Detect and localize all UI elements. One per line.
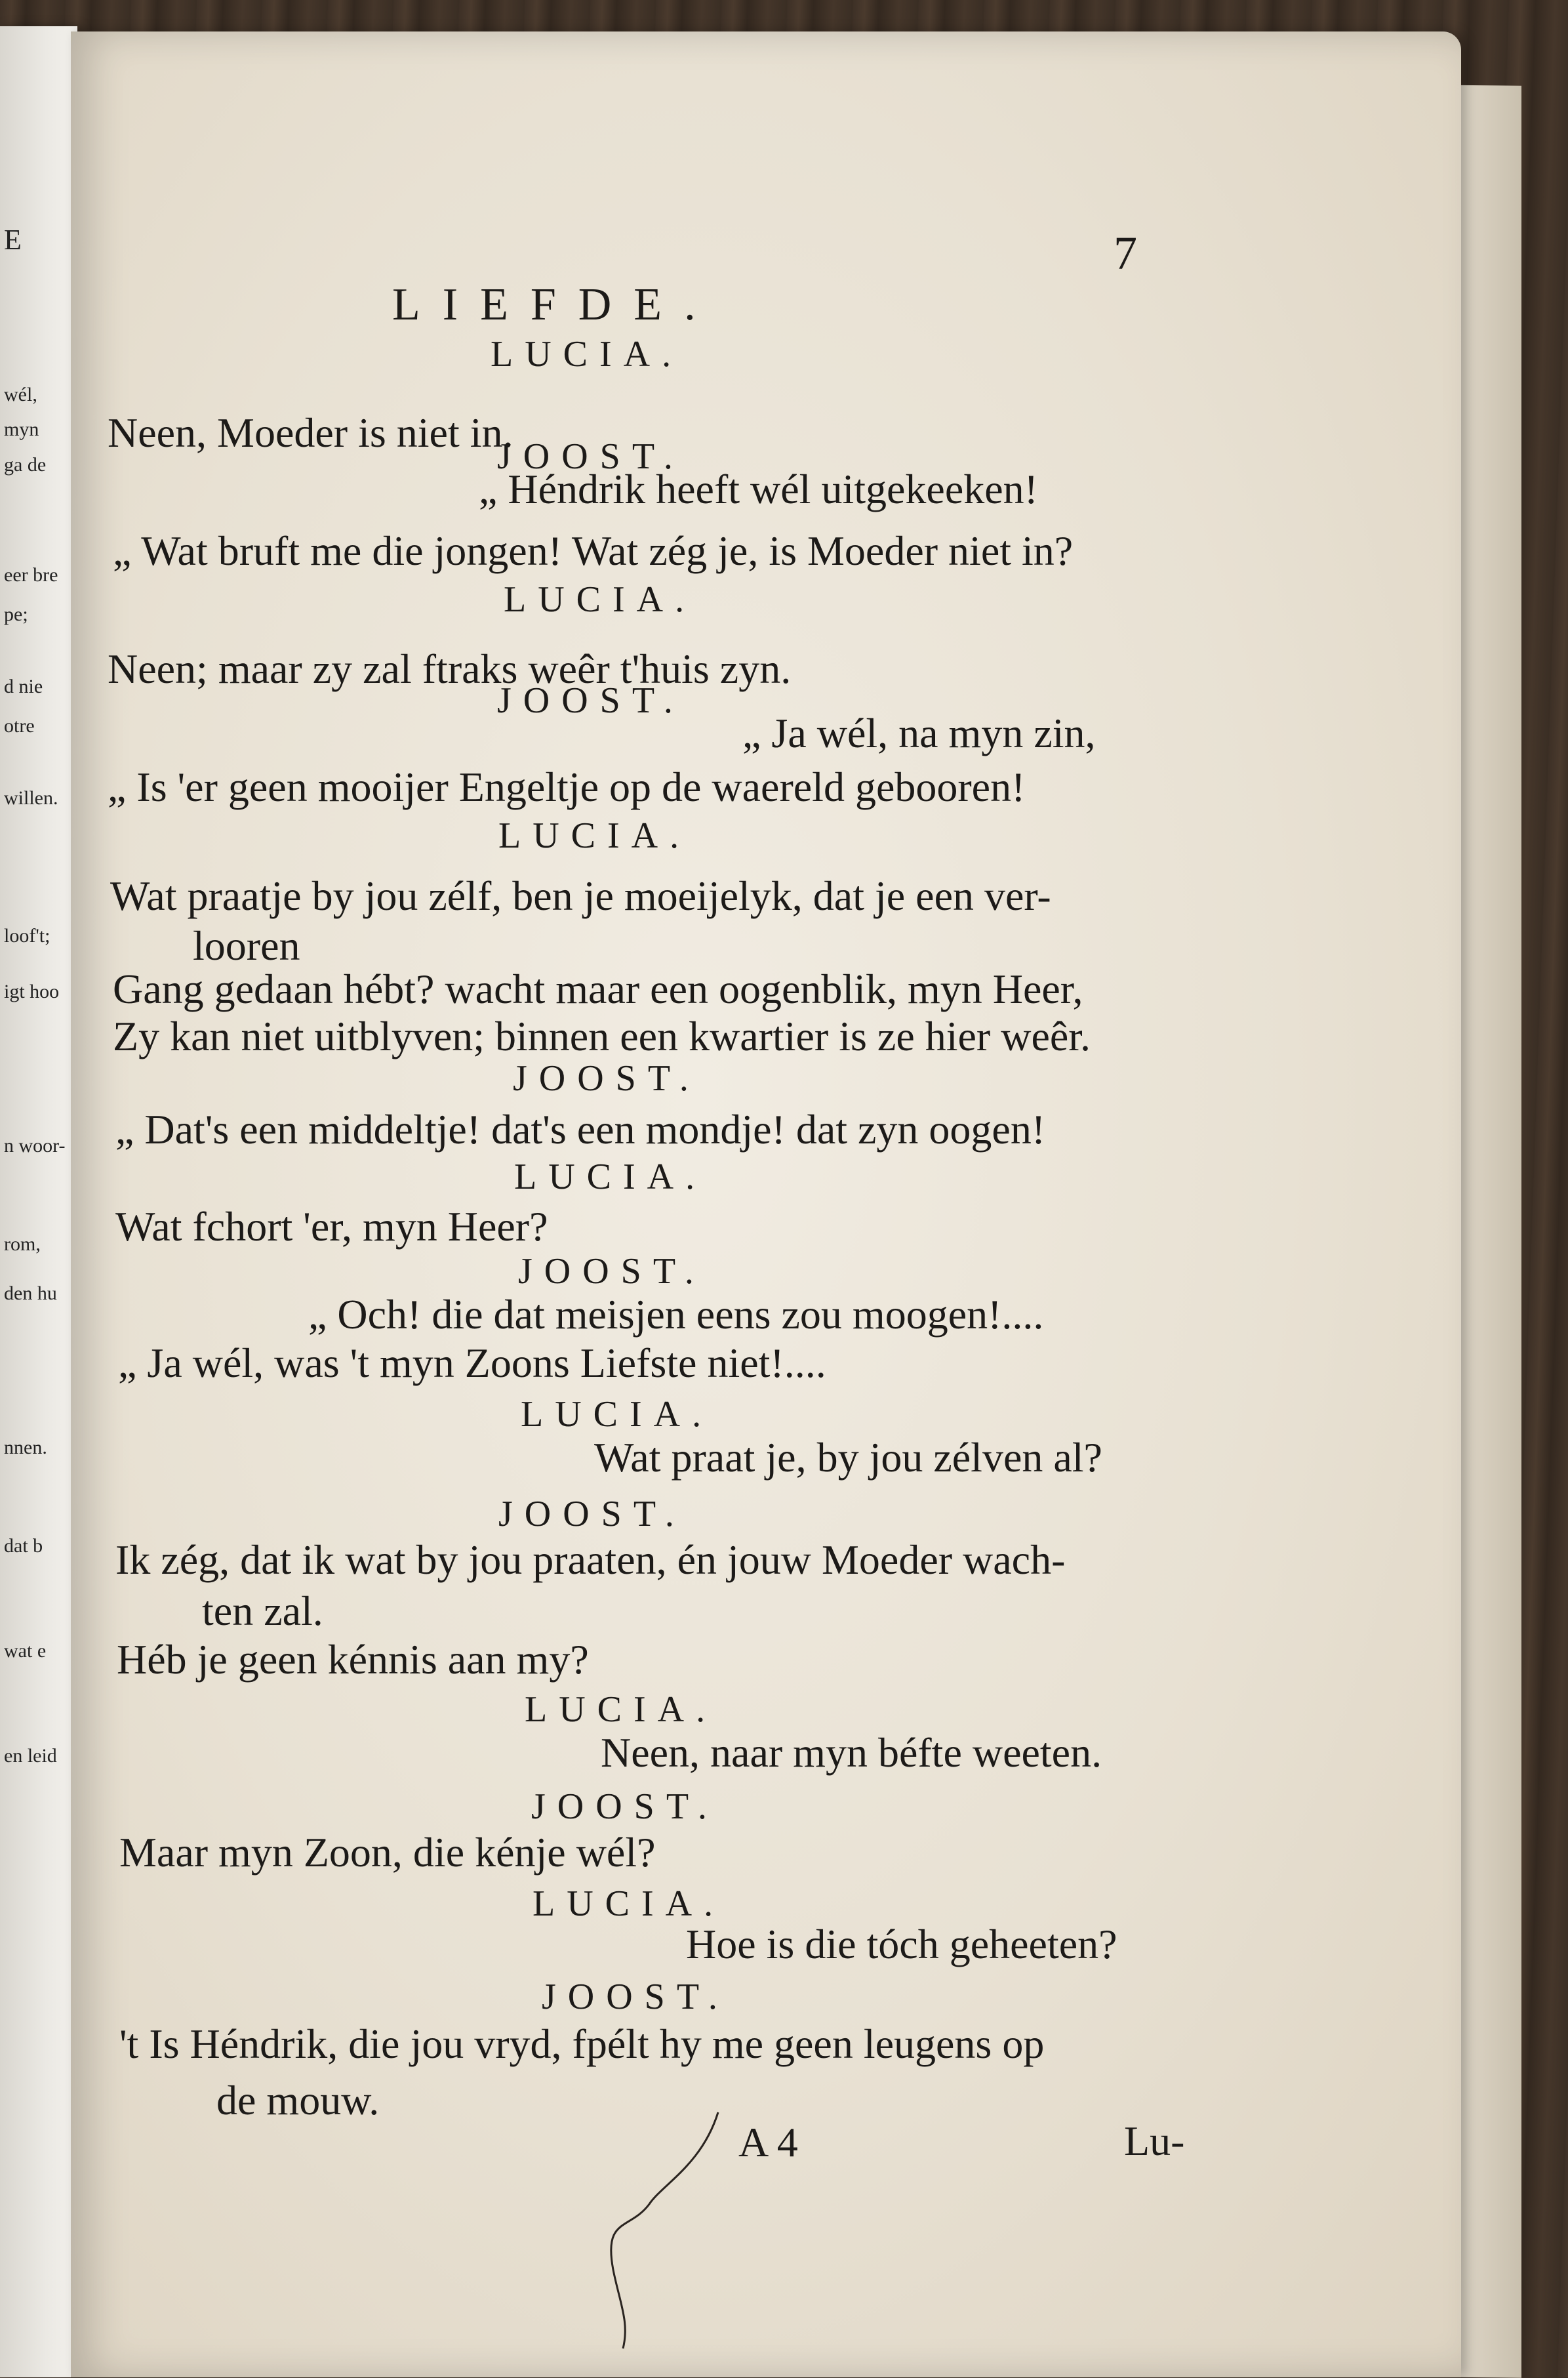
text-line: „ Ja wél, na myn zin,	[742, 710, 1096, 756]
text-line: Ik zég, dat ik wat by jou praaten, én jouw Moeder wach-	[115, 1536, 1066, 1583]
catchword: Lu-	[1124, 2118, 1185, 2164]
speaker-label: JOOST.	[497, 680, 685, 721]
text-line: Maar myn Zoon, die kénje wél?	[119, 1829, 656, 1876]
text-line: „ Och! die dat meisjen eens zou moogen!....	[308, 1291, 1044, 1338]
speaker-label: JOOST.	[531, 1786, 719, 1827]
text-line: „ Héndrik heeft wél uitgekeeken!	[479, 466, 1038, 512]
text-line: Neen, Moeder is niet in.	[108, 409, 513, 456]
left-page-fragment: eer bre	[4, 564, 58, 586]
text-line: Zy kan niet uitblyven; binnen een kwartier is ze hier weêr.	[113, 1013, 1091, 1059]
left-page-fragment: willen.	[4, 787, 58, 809]
speaker-label: JOOST.	[497, 436, 685, 477]
left-page-fragment: n woor-	[4, 1135, 66, 1157]
speaker-label: LUCIA.	[533, 1883, 725, 1924]
running-title: LIEFDE.	[392, 279, 718, 330]
text-line: looren	[193, 922, 300, 969]
text-line: de mouw.	[216, 2077, 380, 2123]
text-line: Wat fchort 'er, myn Heer?	[115, 1203, 548, 1250]
speaker-label: LUCIA.	[525, 1689, 717, 1730]
speaker-label: JOOST.	[542, 1977, 729, 2017]
left-page-fragment: rom,	[4, 1233, 41, 1255]
text-line: Wat praatje by jou zélf, ben je moeijelyk, dat je een ver-	[110, 872, 1051, 919]
left-page-fragment: d nie	[4, 676, 43, 697]
left-page-fragment: myn	[4, 419, 39, 440]
text-line: „ Dat's een middeltje! dat's een mondje! dat zyn oogen!	[115, 1106, 1046, 1153]
text-line: „ Wat bruft me die jongen! Wat zég je, is Moeder niet in?	[113, 527, 1074, 574]
left-page-fragment: igt hoo	[4, 981, 60, 1002]
left-page-fragment: wél,	[4, 384, 37, 405]
left-page-fragment: ga de	[4, 454, 47, 476]
left-page-fragment: E	[4, 224, 22, 256]
left-page-fragment: den hu	[4, 1282, 57, 1304]
speaker-label: JOOST.	[518, 1251, 706, 1292]
left-page-fragment: wat e	[4, 1640, 47, 1662]
left-page-fragment: otre	[4, 715, 35, 737]
speaker-label: LUCIA.	[504, 579, 696, 620]
text-line: Héb je geen kénnis aan my?	[117, 1636, 589, 1683]
left-page-fragment: nnen.	[4, 1437, 47, 1458]
text-line: Wat praat je, by jou zélven al?	[594, 1434, 1102, 1481]
speaker-label: LUCIA.	[521, 1394, 714, 1435]
speaker-label: LUCIA.	[491, 334, 683, 375]
text-line: „ Ja wél, was 't myn Zoons Liefste niet!....	[118, 1340, 826, 1386]
left-page-fragment: pe;	[4, 604, 28, 625]
text-line: ten zal.	[202, 1588, 323, 1634]
text-line: Neen; maar zy zal ftraks weêr t'huis zyn.	[108, 646, 792, 692]
text-line: „ Is 'er geen mooijer Engeltje op de waereld gebooren!	[108, 764, 1026, 810]
page-number: 7	[1114, 227, 1137, 279]
left-page-fragment: en leid	[4, 1745, 57, 1767]
signature-mark: A 4	[738, 2119, 798, 2165]
left-page-fragment: loof't;	[4, 925, 50, 947]
text-line: Gang gedaan hébt? wacht maar een oogenblik, myn Heer,	[113, 966, 1083, 1012]
left-page-edge	[0, 26, 77, 2377]
left-page-fragment: dat b	[4, 1535, 43, 1557]
text-line: Hoe is die tóch geheeten?	[686, 1921, 1117, 1967]
text-line: 't Is Héndrik, die jou vryd, fpélt hy me geen leugens op	[119, 2020, 1045, 2067]
speaker-label: JOOST.	[498, 1494, 686, 1534]
speaker-label: JOOST.	[513, 1058, 700, 1099]
speaker-label: LUCIA.	[498, 815, 691, 856]
text-line: Neen, naar myn béfte weeten.	[601, 1729, 1102, 1776]
speaker-label: LUCIA.	[514, 1157, 707, 1197]
